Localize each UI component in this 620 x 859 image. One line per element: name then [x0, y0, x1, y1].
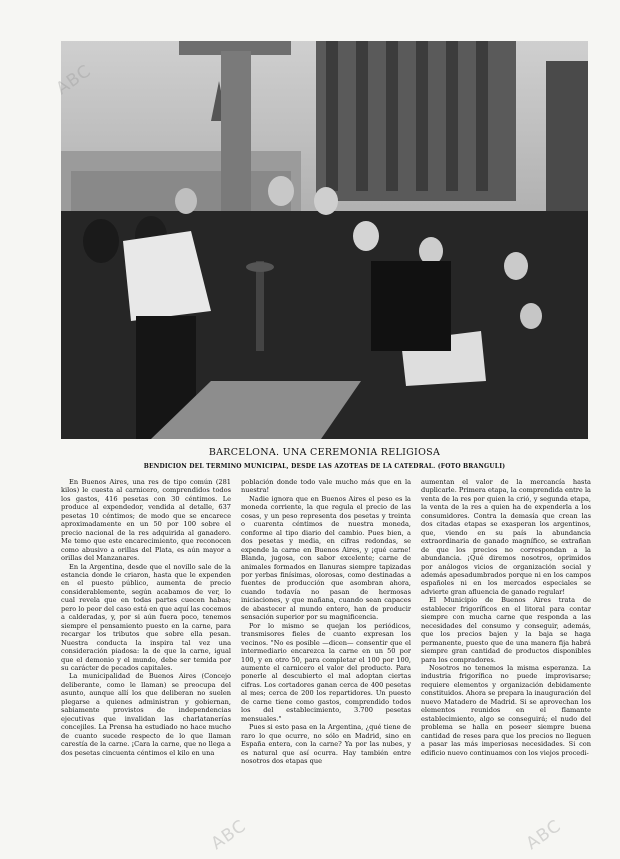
abc-watermark: ABC: [52, 60, 96, 100]
paragraph: En la Argentina, desde que el novillo sale de la estancia donde le criaron, hasta que le expenden en el puesto público, aumenta de precio considerablemente, según acabamos de ver, lo cual revela que en todas partes cuecen habas; pero lo peor del caso está en que aquí las cocemos a calderadas, y, por si aún fuera poco, tenemos siempre el pensamiento puesto en la carne, para recargar los tributos que sobre ella pesan. Nuestra conducta la inspira tal vez una consideración piadosa: la de que la carne, igual que el demonio y el mundo, debe ser temida por su carácter de pecados capitales.: [61, 562, 231, 672]
article-column-2: [241, 478, 411, 846]
paragraph: El Municipio de Buenos Aires trata de establecer frigoríficos en el litoral para contar siempre con mucha carne que responda a las necesidades del consumo y conseguir, además, que los precios bajen y la baja se haga permanente, puesto que de una manera fija habrá siempre gran cantidad de productos disponibles para los compradores.: [421, 596, 591, 664]
article-body: [61, 478, 591, 846]
paragraph: Nadie ignora que en Buenos Aires el peso es la moneda corriente, la que regula el precio de las cosas, y un peso representa dos pesetas y treinta o cuarenta céntimos de nuestra moneda, conforme al tipo diario del cambio. Pues bien, a dos pesetas y media, en cifras redondas, se expende la carne en Buenos Aires, y ¡qué carne! Blanda, jugosa, con sabor excelente; carne de animales formados en llanuras siempre tapizadas por yerbas finísimas, olorosas, como destinadas a fuentes de producción que asombran ahora, cuando todavía no pasan de hermosas iniciaciones, y que mañana, cuando sean capaces de abastecer al mundo entero, han de producir sensación superior por su magnificencia.: [241, 494, 411, 622]
paragraph: Pues si esto pasa en la Argentina, ¿qué tiene de raro lo que ocurre, no sólo en Madrid, sino en España entera, con la carne? Ya por las nubes, y es natural que así ocurra. Hay también entre nosotros dos etapas que: [241, 723, 411, 765]
paragraph: población donde todo vale mucho más que en la nuestra!: [241, 478, 411, 495]
article-column-3: [421, 478, 591, 846]
photo-illustration: [61, 41, 588, 439]
paragraph: La municipalidad de Buenos Aires (Concejo deliberante, como le llaman) se preocupa del asunto, aunque allí los que deliberan no suelen plegarse a quienes administran y gobiernan, sabiamente provistos de independencias ejecutivas que invalidan las charlatanerías concejiles. La Prensa ha estudiado no hace mucho de cuanto sucede respecto de lo que llaman carestía de la carne. ¡Cara la carne, que no llega a dos pesetas cincuenta céntimos el kilo en una: [61, 672, 231, 757]
article-column-1: [61, 478, 231, 846]
paragraph: Por lo mismo se quejan los periódicos, transmisores fieles de cuanto expresan los vecinos. "No es posible —dicen— consentir que el intermediario encarezca la carne en un 50 por 100, y en otro 50, para completar el 100 por 100, aumente el carnicero el valor del producto. Para ponerle al descubierto el mal adoptan ciertas cifras. Los cortadores ganan cerca de 400 pesetas al mes; cerca de 200 los repartidores. Un puesto de carne tiene como gastos, comprendido todos los del establecimiento, 3.700 pesetas mensuales.": [241, 621, 411, 723]
paragraph: En Buenos Aires, una res de tipo común (281 kilos) le cuesta al carnicero, comprendidos todos los gastos, 416 pesetas con 30 céntimos. Le produce al expendedor, vendida al detalle, 637 pesetas 10 céntimos; de modo que se encarece aproximadamente en un 50 por 100 sobre el precio nacional de la res adquirida al ganadero. Me temo que este encarecimiento, que reconocen como abusivo a orillas del Plata, es aún mayor a orillas del Manzanares.: [61, 478, 231, 563]
cathedral-ceremony-photo: [61, 41, 588, 439]
paragraph: aumentan el valor de la mercancía hasta duplicarle. Primera etapa, la comprendida entre la venta de la res por quien la crió, y segunda etapa, la venta de la res a quien ha de expenderla a los consumidores. Contra la demasía que crean las dos citadas etapas se exasperan los argentinos, que, viendo en su país la abundancia extraordinaria de ganado magnífico, se extrañan de que los precios no correspondan a la abundancia. ¡Qué diremos nosotros, oprimidos por análogos vicios de organización social y además apesadumbrados porque ni en los campos españoles ni en los mercados especiales se advierte gran afluencia de ganado regular!: [421, 478, 591, 596]
abc-watermark: ABC: [207, 815, 251, 855]
abc-watermark: ABC: [522, 815, 566, 855]
photo-caption-title: BARCELONA. UNA CEREMONIA RELIGIOSA: [208, 447, 441, 458]
paragraph: Nosotros no tenemos la misma esperanza. La industria frigorífica no puede improvisarse; requiere elementos y organización debidamente constituidos. Ahora se prepara la inauguración del nuevo Matadero de Madrid. Si se aprovechan los elementos reunidos en el flamante establecimiento, algo se conseguirá; el nudo del problema se halla en poseer siempre buena cantidad de reses para que los precios no lleguen a pasar las más imperiosas necesidades. Si con edificio nuevo continuamos con los viejos procedi-: [421, 663, 591, 757]
photo-caption-subtitle: BENDICION DEL TERMINO MUNICIPAL, DESDE LAS AZOTEAS DE LA CATEDRAL. (FOTO BRANGULI): [143, 463, 506, 470]
